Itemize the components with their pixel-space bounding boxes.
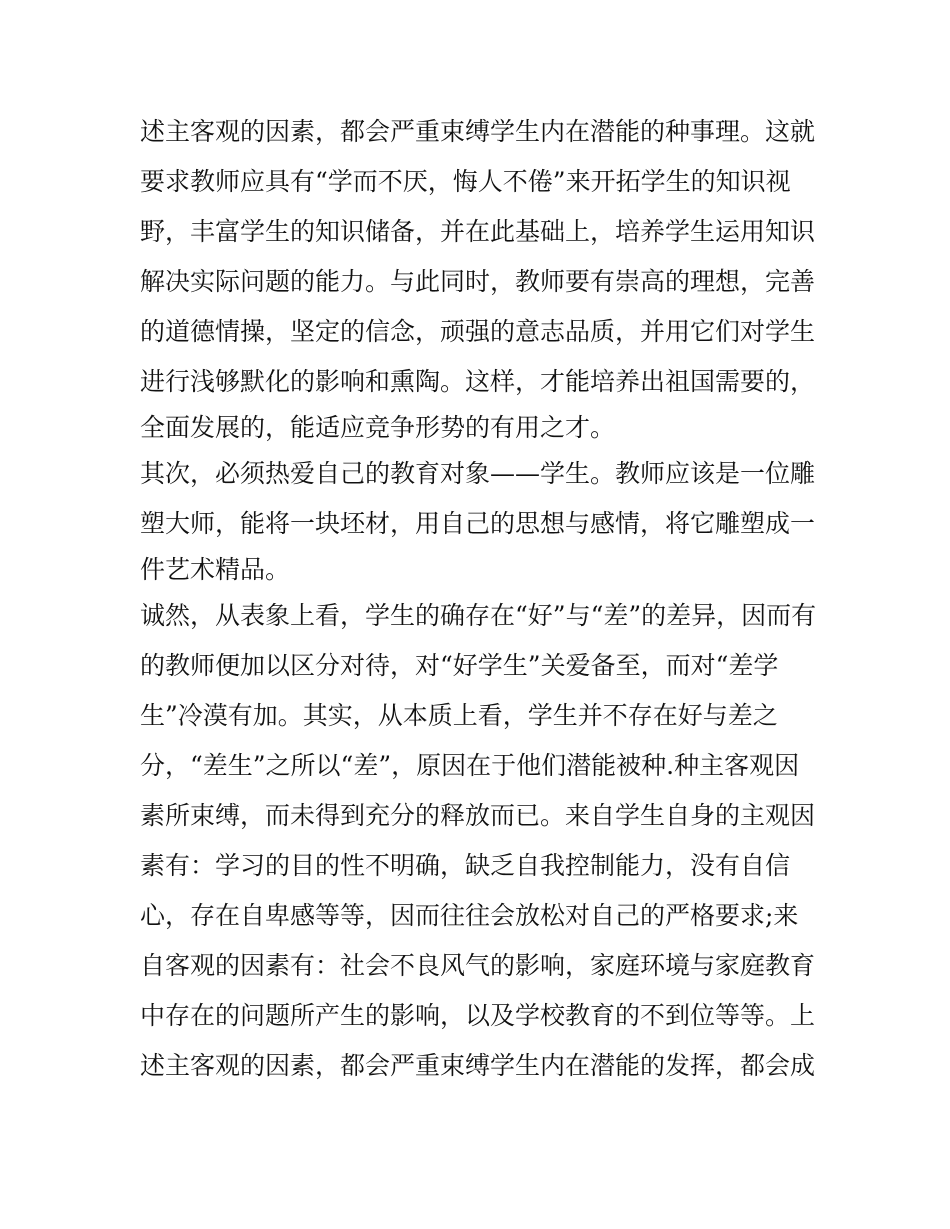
text-line-20: 述主客观的因素，都会严重束缚学生内在潜能的发挥，都会成 [140, 1051, 816, 1080]
text-line-17: 心，存在自卑感等等，因而往往会放松对自己的严格要求;来 [140, 901, 799, 930]
text-line-16: 素有：学习的目的性不明确，缺乏自我控制能力，没有自信 [140, 851, 791, 880]
text-line-11: 诚然，从表象上看，学生的确存在“好”与“差”的差异，因而有 [140, 601, 817, 630]
text-line-7: 全面发展的，能适应竞争形势的有用之才。 [140, 413, 616, 442]
text-line-12: 的教师便加以区分对待，对“好学生”关爱备至，而对“差学 [140, 651, 779, 680]
text-line-4: 解决实际问题的能力。与此同时，教师要有崇高的理想，完善 [140, 267, 816, 296]
text-line-13: 生”冷漠有加。其实，从本质上看，学生并不存在好与差之 [140, 701, 778, 730]
text-line-3: 野，丰富学生的知识储备，并在此基础上，培养学生运用知识 [140, 217, 816, 246]
text-line-19: 中存在的问题所产生的影响，以及学校教育的不到位等等。上 [140, 1001, 816, 1030]
text-line-5: 的道德情操，坚定的信念，顽强的意志品质，并用它们对学生 [140, 317, 816, 346]
document-body [140, 107, 820, 1091]
text-line-15: 素所束缚，而未得到充分的释放而已。来自学生自身的主观因 [140, 801, 816, 830]
text-line-2: 要求教师应具有“学而不厌，悔人不倦”来开拓学生的知识视 [140, 167, 791, 196]
text-line-18: 自客观的因素有：社会不良风气的影响，家庭环境与家庭教育 [140, 951, 816, 980]
text-line-8: 其次，必须热爱自己的教育对象——学生。教师应该是一位雕 [140, 459, 816, 488]
text-line-1: 述主客观的因素，都会严重束缚学生内在潜能的种事理。这就 [140, 117, 816, 146]
text-line-6: 进行浅够默化的影响和熏陶。这样，才能培养出祖国需要的， [140, 367, 816, 396]
text-line-14: 分，“差生”之所以“差”，原因在于他们潜能被种.种主客观因 [140, 751, 800, 780]
text-line-9: 塑大师，能将一块坯材，用自己的思想与感情，将它雕塑成一 [140, 509, 816, 538]
text-line-10: 件艺术精品。 [140, 555, 291, 584]
